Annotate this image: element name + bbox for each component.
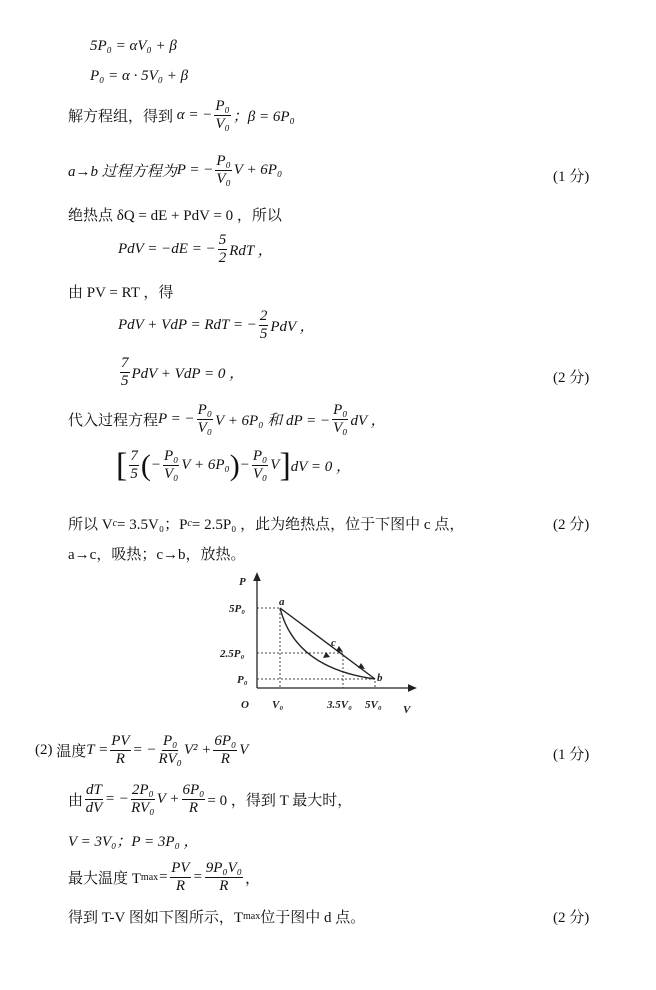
math: α = − bbox=[176, 107, 213, 124]
math: P = − bbox=[176, 162, 214, 179]
adiabatic-line: 绝热点 δQ = dE + PdV = 0 ，所以 bbox=[68, 208, 282, 224]
math: V + bbox=[156, 791, 180, 808]
text: 所以 V bbox=[68, 517, 113, 533]
text: a→b 过程方程为 bbox=[68, 164, 177, 181]
y-tick: 5P₀ bbox=[229, 603, 246, 615]
fraction: $\frac{\text{P₀}}{\text{V₀}}$ bbox=[333, 402, 348, 437]
text: 代入过程方程 bbox=[68, 413, 159, 430]
fraction: $\frac{\text{P₀}}{\text{V₀}}$ bbox=[252, 448, 268, 483]
text: = 2.5P₀ ，此为绝热点，位于下图中 c 点， bbox=[191, 517, 465, 533]
fraction: $\frac{PV}{R}$ bbox=[171, 860, 190, 895]
math: P = − bbox=[158, 411, 195, 428]
text: 温度 bbox=[56, 744, 87, 761]
math: − bbox=[239, 457, 250, 474]
x-axis-label: V bbox=[403, 704, 411, 716]
paren: ) bbox=[229, 448, 240, 482]
x-tick: 3.5V₀ bbox=[327, 699, 352, 711]
math: = bbox=[158, 869, 169, 886]
max-point-line: V = 3V₀；P = 3P₀ ， bbox=[68, 834, 199, 850]
text: 由 bbox=[68, 793, 84, 810]
fraction: $\frac{PV}{R}$ bbox=[111, 733, 130, 768]
ideal-gas-line: 由 PV = RT ，得 bbox=[68, 285, 174, 301]
y-tick: P₀ bbox=[237, 674, 248, 686]
fraction: $\frac{\text{6P₀}}{R}$ bbox=[214, 733, 237, 768]
bracket: ] bbox=[279, 446, 291, 484]
math: dV = 0 ， bbox=[290, 459, 352, 476]
math: = 3.5V₀；P bbox=[117, 517, 188, 533]
math: V + 6P₀ bbox=[181, 457, 230, 474]
text: ， bbox=[244, 871, 260, 888]
max-temp-line: 最大温度 T max = $\frac{PV}{R}$ = $\frac{\text{9P₀V₀}}{R}$ ， bbox=[68, 860, 260, 895]
fraction: $\frac{\text{P₀}}{\text{V₀}}$ bbox=[163, 448, 179, 483]
text: 最大温度 T bbox=[68, 871, 141, 888]
text: = 0 ，得到 T 最大时， bbox=[207, 793, 353, 810]
derivative-line bbox=[68, 782, 352, 818]
fraction: $\frac{\text{P₀}}{\text{RV₀}}$ bbox=[158, 733, 182, 768]
fraction: $\frac{\text{P₀}}{\text{V₀}}$ bbox=[215, 98, 230, 133]
math: = − bbox=[104, 791, 129, 808]
point-label-c: c bbox=[331, 637, 336, 649]
x-tick: 5V₀ bbox=[365, 699, 382, 711]
pdv-equation bbox=[118, 232, 273, 268]
math: PdV + VdP = RdT = − bbox=[118, 317, 257, 334]
math: V² + bbox=[183, 742, 212, 759]
fraction: $\frac{dT}{dV}$ bbox=[85, 782, 103, 817]
fraction: $\frac{\text{P₀}}{\text{V₀}}$ bbox=[216, 153, 231, 188]
math: dV ， bbox=[350, 413, 386, 430]
math: RdT ， bbox=[229, 243, 273, 260]
point-label-b: b bbox=[377, 672, 383, 684]
bracket: [ bbox=[116, 446, 128, 484]
score-3: (2 分) bbox=[553, 517, 590, 533]
text: 解方程组，得到 bbox=[68, 109, 174, 126]
math: = − bbox=[132, 742, 157, 759]
point-label-a: a bbox=[279, 596, 285, 608]
result-line: 所以 V c = 3.5V₀；P c = 2.5P₀ ，此为绝热点，位于下图中 c 点， bbox=[68, 513, 464, 534]
fraction: $\frac{\text{9P₀V₀}}{R}$ bbox=[205, 860, 242, 895]
math: V + 6P₀ 和 dP = − bbox=[215, 413, 331, 430]
math: PdV + VdP = 0 ， bbox=[131, 366, 245, 383]
math: − bbox=[150, 457, 161, 474]
pv-diagram bbox=[220, 568, 420, 723]
equation-2: P₀ = α · 5V₀ + β bbox=[90, 68, 189, 84]
math: PdV ， bbox=[270, 319, 315, 336]
solve-line bbox=[68, 98, 295, 134]
fraction: $\frac{2}{5}$ bbox=[259, 308, 268, 343]
fraction: $\frac{\text{P₀}}{\text{V₀}}$ bbox=[197, 402, 213, 437]
text: 位于图中 d 点。 bbox=[260, 910, 366, 926]
score-5: (2 分) bbox=[553, 910, 590, 926]
fraction: $\frac{\text{6P₀}}{R}$ bbox=[182, 782, 205, 817]
score-2: (2 分) bbox=[553, 370, 590, 386]
heat-line: a→c，吸热；c→b，放热。 bbox=[68, 547, 246, 563]
math: V bbox=[239, 742, 249, 759]
paren: ( bbox=[140, 448, 151, 482]
text: 得到 T-V 图如下图所示，T bbox=[68, 910, 244, 926]
y-axis-label: P bbox=[239, 576, 246, 588]
temperature-line bbox=[35, 733, 248, 769]
origin-label: O bbox=[241, 699, 249, 711]
math: PdV = −dE = − bbox=[118, 241, 216, 258]
math: = bbox=[192, 869, 203, 886]
math: V + 6P₀ bbox=[233, 162, 283, 179]
process-equation-line bbox=[68, 153, 282, 189]
tv-diagram-line: 得到 T-V 图如下图所示，T max 位于图中 d 点。 bbox=[68, 906, 365, 927]
part-number: (2) bbox=[35, 742, 53, 759]
fraction: $\frac{\text{2P₀}}{\text{RV₀}}$ bbox=[131, 782, 155, 817]
math: T = bbox=[86, 742, 109, 759]
fraction: 7 5 bbox=[121, 355, 129, 390]
equation-1: 5P₀ = αV₀ + β bbox=[90, 38, 177, 54]
bracket-equation bbox=[116, 448, 351, 484]
math: V bbox=[270, 457, 280, 474]
score-1: (1 分) bbox=[553, 169, 590, 185]
x-tick: V₀ bbox=[272, 699, 284, 711]
combined-equation bbox=[118, 355, 244, 391]
fraction: $\frac{5}{2}$ bbox=[218, 232, 227, 267]
y-tick: 2.5P₀ bbox=[220, 648, 245, 660]
score-4: (1 分) bbox=[553, 747, 590, 763]
substitute-line bbox=[68, 402, 386, 438]
math: ；β = 6P₀ bbox=[232, 109, 295, 126]
fraction: 7 5 bbox=[130, 448, 138, 483]
differential-equation bbox=[118, 308, 315, 344]
